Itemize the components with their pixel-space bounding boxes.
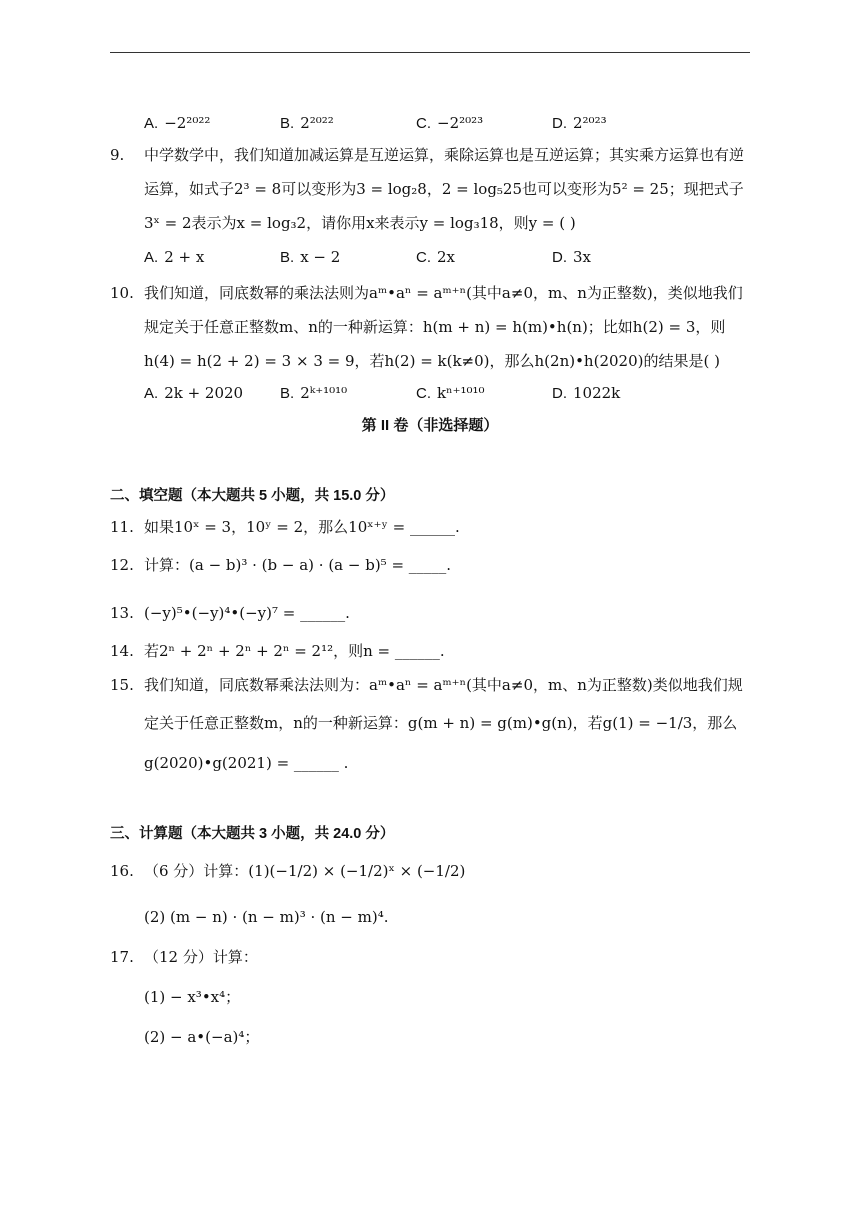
q16-line-2: (2) (m − n) · (n − m)³ · (n − m)⁴.	[144, 908, 389, 926]
q11-number: 11.	[110, 518, 134, 536]
q11-text: 如果10ˣ = 3，10ʸ = 2，那么10ˣ⁺ʸ = ______.	[144, 518, 460, 536]
q9-line-1: 中学数学中，我们知道加减运算是互逆运算，乘除运算也是互逆运算；其实乘方运算也有逆	[144, 146, 745, 164]
q15-line-2: 定关于任意正整数m，n的一种新运算：g(m + n) = g(m)•g(n)，若g(1) = −1/3，那么	[144, 714, 738, 732]
q9-option-c: C. 2x	[416, 248, 456, 266]
part-2-title: 第 II 卷（非选择题）	[361, 417, 499, 434]
q12-text: 计算：(a − b)³ · (b − a) · (a − b)⁵ = _____.	[144, 556, 452, 574]
section-2-heading: 二、填空题（本大题共 5 小题，共 15.0 分）	[110, 488, 395, 504]
q9-option-b: B. x − 2	[280, 248, 341, 266]
q10-number: 10.	[110, 284, 134, 302]
q10-option-b: B. 2ᵏ⁺¹⁰¹⁰	[280, 384, 348, 402]
q9-option-d: D. 3x	[552, 248, 592, 266]
q10-options	[144, 376, 688, 411]
q10-option-d: D. 1022k	[552, 384, 621, 402]
q13-number: 13.	[110, 604, 134, 622]
q16-line-1: （6 分）计算：(1)(−1/2) × (−1/2)ˣ × (−1/2)	[144, 862, 466, 880]
q8-options	[144, 106, 688, 141]
q14-number: 14.	[110, 642, 134, 660]
q9-options	[144, 240, 688, 275]
q10-line-3: h(4) = h(2 + 2) = 3 × 3 = 9，若h(2) = k(k≠0)，那么h(2n)•h(2020)的结果是( )	[144, 352, 720, 370]
q10-line-2: 规定关于任意正整数m、n的一种新运算：h(m + n) = h(m)•h(n)；比如h(2) = 3，则	[144, 318, 726, 336]
q10-option-c: C. kⁿ⁺¹⁰¹⁰	[416, 384, 485, 402]
q17-number: 17.	[110, 948, 134, 966]
q9-line-3: 3ˣ = 2表示为x = log₃2，请你用x来表示y = log₃18，则y = ( )	[144, 214, 576, 232]
q17-line-1: （12 分）计算：	[144, 948, 258, 966]
q9-option-a: A. 2 + x	[144, 248, 205, 266]
header-rule	[110, 52, 750, 53]
q14-text: 若2ⁿ + 2ⁿ + 2ⁿ + 2ⁿ = 2¹²，则n = ______.	[144, 642, 445, 660]
q9-line-2: 运算，如式子2³ = 8可以变形为3 = log₂8，2 = log₅25也可以变形为5² = 25；现把式子	[144, 180, 744, 198]
q15-line-3: g(2020)•g(2021) = ______ .	[144, 754, 349, 772]
q13-text: (−y)⁵•(−y)⁴•(−y)⁷ = ______.	[144, 604, 350, 622]
q15-line-1: 我们知道，同底数幂乘法法则为：aᵐ•aⁿ = aᵐ⁺ⁿ(其中a≠0，m、n为正整数)类似地我们规	[144, 676, 743, 694]
q12-number: 12.	[110, 556, 134, 574]
q16-number: 16.	[110, 862, 134, 880]
q10-line-1: 我们知道，同底数幂的乘法法则为aᵐ•aⁿ = aᵐ⁺ⁿ(其中a≠0，m、n为正整数)，类似地我们	[144, 284, 743, 302]
section-3-heading: 三、计算题（本大题共 3 小题，共 24.0 分）	[110, 826, 395, 842]
q17-line-3: (2) − a•(−a)⁴；	[144, 1028, 260, 1046]
q8-option-c: C. −2²⁰²³	[416, 114, 484, 132]
q15-number: 15.	[110, 676, 134, 694]
q17-line-2: (1) − x³•x⁴；	[144, 988, 241, 1006]
q8-option-a: A. −2²⁰²²	[144, 114, 211, 132]
q10-option-a: A. 2k + 2020	[144, 384, 244, 402]
q8-option-b: B. 2²⁰²²	[280, 114, 334, 132]
q8-option-d: D. 2²⁰²³	[552, 114, 607, 132]
q9-number: 9.	[110, 146, 125, 164]
